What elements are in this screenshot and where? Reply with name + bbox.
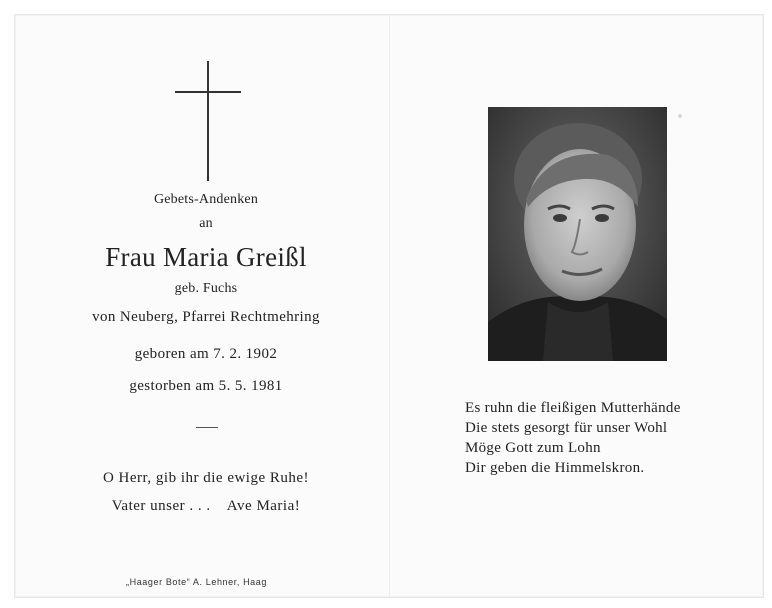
verse-line: Dir geben die Himmelskron. bbox=[465, 460, 645, 476]
verse-line: Es ruhn die fleißigen Mutterhände bbox=[465, 400, 681, 416]
heading-line-1: Gebets-Andenken bbox=[153, 192, 259, 207]
prayer-line-1: O Herr, gib ihr die ewige Ruhe! bbox=[102, 470, 310, 486]
prayer-line-2: Vater unser . . . Ave Maria! bbox=[111, 498, 301, 514]
heading-line-2: an bbox=[199, 216, 213, 231]
printer-imprint: „Haager Bote“ A. Lehner, Haag bbox=[126, 577, 267, 587]
deceased-name: Frau Maria Greißl bbox=[105, 242, 307, 272]
verse bbox=[465, 398, 681, 478]
portrait-photo bbox=[488, 107, 667, 361]
paper-speck bbox=[678, 114, 682, 118]
death-date: gestorben am 5. 5. 1981 bbox=[129, 378, 283, 394]
maiden-name: geb. Fuchs bbox=[174, 281, 238, 296]
origin-line: von Neuberg, Pfarrei Rechtmehring bbox=[92, 309, 320, 325]
birth-date: geboren am 7. 2. 1902 bbox=[134, 346, 278, 362]
divider-dash bbox=[196, 427, 218, 428]
cross-icon bbox=[175, 61, 241, 183]
verse-line: Möge Gott zum Lohn bbox=[465, 440, 601, 456]
verse-line: Die stets gesorgt für unser Wohl bbox=[465, 420, 668, 436]
